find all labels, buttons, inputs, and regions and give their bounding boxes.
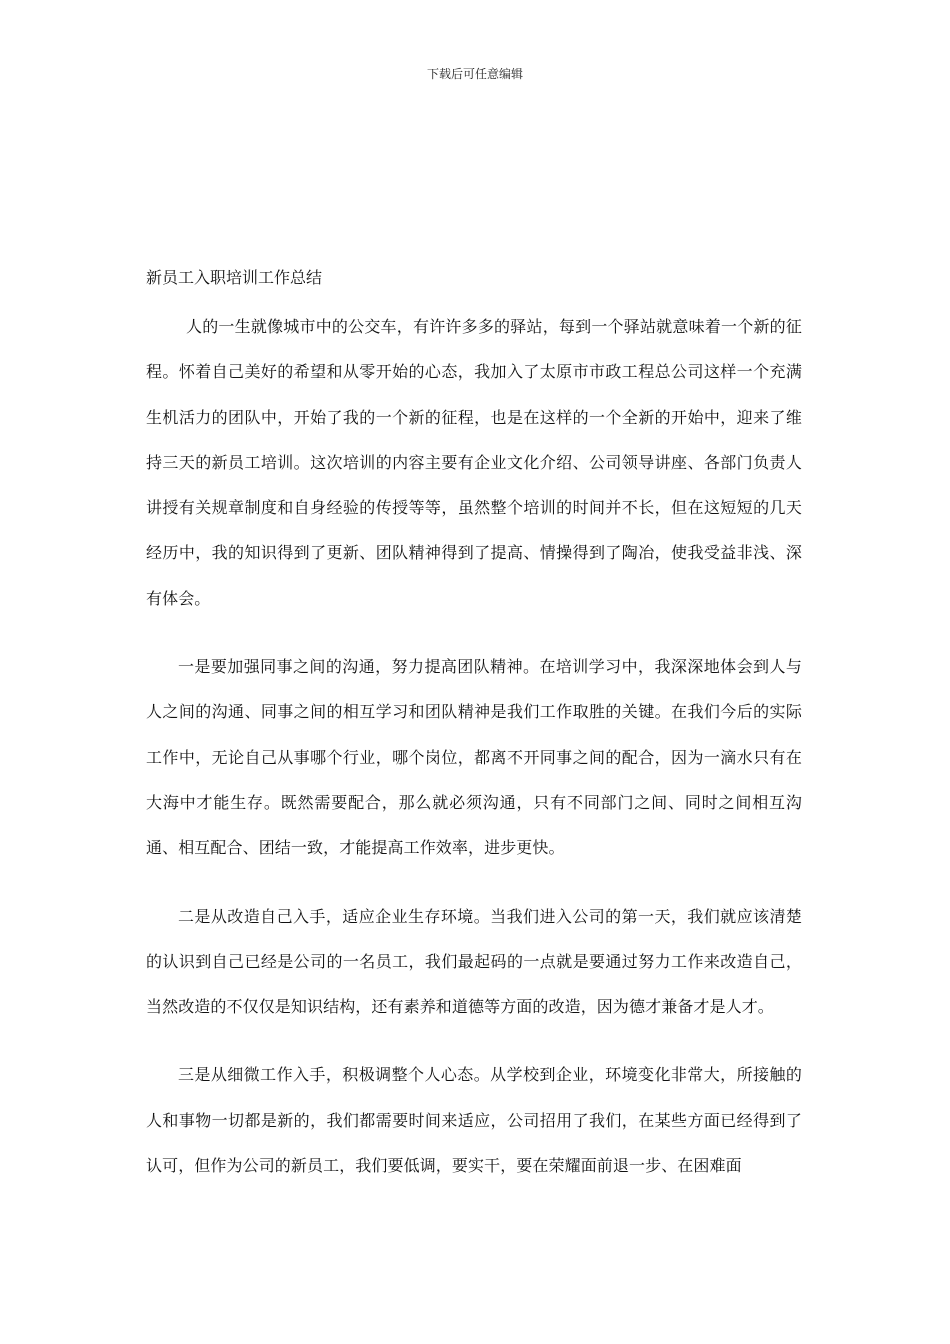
paragraph-point-three: 三是从细微工作入手，积极调整个人心态。从学校到企业，环境变化非常大，所接触的人和事物一切都是新的，我们都需要时间来适应，公司招用了我们，在某些方面已经得到了认可，但作为公司的新员工，我们要低调，要实干，要在荣耀面前退一步、在困难面 [146,1065,802,1176]
paragraph-point-two: 二是从改造自己入手，适应企业生存环境。当我们进入公司的第一天，我们就应该清楚的认识到自己已经是公司的一名员工，我们最起码的一点就是要通过努力工作来改造自己，当然改造的不仅仅是知识结构，还有素养和道德等方面的改造，因为德才兼备才是人才。 [146,906,802,1017]
paragraph-point-one: 一是要加强同事之间的沟通，努力提高团队精神。在培训学习中，我深深地体会到人与人之间的沟通、同事之间的相互学习和团队精神是我们工作取胜的关键。在我们今后的实际工作中，无论自己从事哪个行业，哪个岗位，都离不开同事之间的配合，因为一滴水只有在大海中才能生存。既然需要配合，那么就必须沟通，只有不同部门之间、同时之间相互沟通、相互配合、团结一致，才能提高工作效率，进步更快。 [146,657,802,858]
paragraph-intro: 人的一生就像城市中的公交车，有许许多多的驿站，每到一个驿站就意味着一个新的征程。怀着自己美好的希望和从零开始的心态，我加入了太原市市政工程总公司这样一个充满生机活力的团队中，开始了我的一个新的征程，也是在这样的一个全新的开始中，迎来了维持三天的新员工培训。这次培训的内容主要有企业文化介绍、公司领导讲座、各部门负责人讲授有关规章制度和自身经验的传授等等，虽然整个培训的时间并不长，但在这短短的几天经历中，我的知识得到了更新、团队精神得到了提高、情操得到了陶冶，使我受益非浅、深有体会。 [146,317,802,608]
document-title: 新员工入职培训工作总结 [146,268,323,287]
document-body [146,262,802,1211]
page-header: 下载后可任意编辑 [426,67,523,81]
